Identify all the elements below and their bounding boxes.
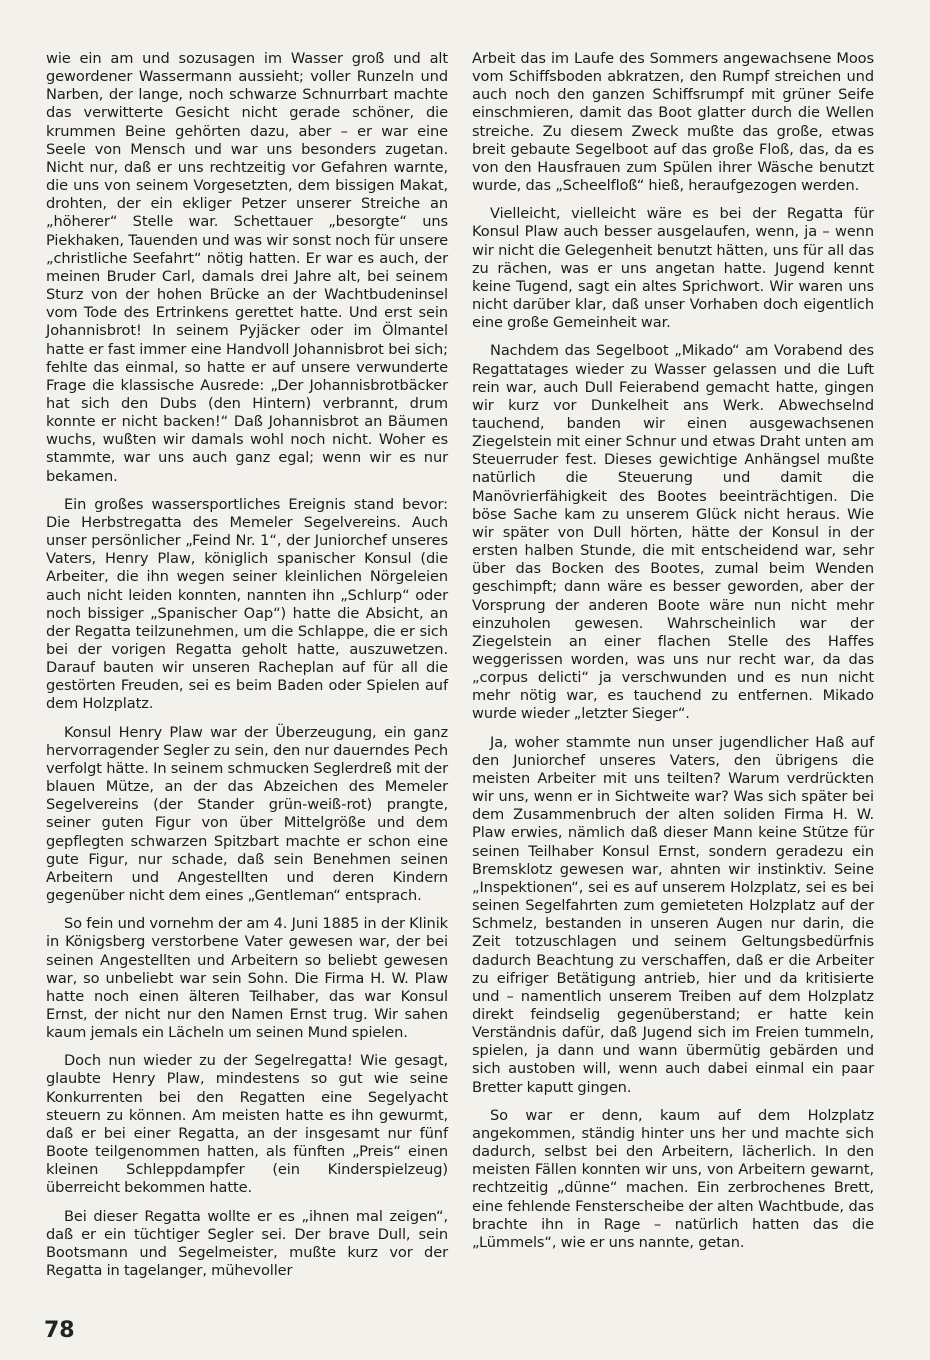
paragraph: Ja, woher stammte nun unser jugendlicher Haß auf den Juniorchef unseres Vaters, den übrigens die meisten Arbeiter mit uns teilten? Warum verdrückten wir uns, wenn er in Sichtweite war? Was sich später bei dem Zusammenbruch der alten soliden Firma H. W. Plaw erwies, nämlich daß dieser Mann keine Stütze für seinen Teilhaber Konsul Ernst, sondern geradezu ein Bremsklotz gewesen war, ahnten wir instinktiv. Seine „Inspektionen“, sei es auf unserem Holzplatz, sei es bei seinen Segelfahrten zum gemieteten Holzplatz auf der Schmelz, bestanden in unseren Augen nur darin, die Zeit totzuschlagen und seinem Geltungsbedürfnis dadurch Beachtung zu verschaffen, daß er die Arbeiter zu eifriger Betätigung antrieb, hier und da kritisierte und – namentlich unserem Treiben auf dem Holzplatz direkt feindselig gegenüberstand; er hatte kein Verständnis dafür, daß Jugend sich im Freien tummeln, spielen, ja dann und wann übermütig gebärden und sich austoben will, wenn auch dabei einmal ein paar Bretter kaputt gingen. (472, 733, 874, 1096)
paragraph: Doch nun wieder zu der Segelregatta! Wie gesagt, glaubte Henry Plaw, mindestens so gut wie seine Konkurrenten bei den Regatten eine Segelyacht steuern zu können. Am meisten hatte es ihn gewurmt, daß er bei einer Regatta, an der insgesamt nur fünf Boote teilgenommen hatten, als fünften „Preis“ einen kleinen Schleppdampfer (ein Kinderspielzeug) überreicht bekommen hatte. (46, 1052, 448, 1197)
paragraph: wie ein am und sozusagen im Wasser groß und alt gewordener Wassermann aussieht; voller Runzeln und Narben, der lange, noch schwarze Schnurrbart machte das verwitterte Gesicht nicht gerade schöner, die krummen Beine gehörten dazu, aber – er war eine Seele von Mensch und war uns besonders zugetan. Nicht nur, daß er uns rechtzeitig vor Gefahren warnte, die uns von seinem Vorgesetzten, dem bissigen Makat, drohten, der ein ekliger Petzer unserer Streiche an „höherer“ Stelle war. Schettauer „besorgte“ uns Piekhaken, Tauenden und was wir sonst noch für unsere „christliche Seefahrt“ nötig hatten. Er war es auch, der meinen Bruder Carl, damals drei Jahre alt, bei seinem Sturz von der hohen Brücke an der Wachtbudeninsel vom Tode des Ertrinkens gerettet hatte. Und erst sein Johannisbrot! In seinem Pyjäcker oder im Ölmantel hatte er fast immer eine Handvoll Johannisbrot bei sich; fehlte das einmal, so hatte er auf unsere verwunderte Frage die klassische Ausrede: „Der Johannisbrotbäcker hat sich den Dubs (den Hintern) verbrannt, drum konnte er nicht backen!“ Daß Johannisbrot an Bäumen wuchs, wußten wir damals wohl noch nicht. Woher es stammte, war uns auch ganz egal; wenn wir es nur bekamen. (46, 50, 448, 485)
paragraph: Vielleicht, vielleicht wäre es bei der Regatta für Konsul Plaw auch besser ausgelaufen, wenn, ja – wenn wir nicht die Gelegenheit benutzt hätten, uns für all das zu rächen, was er uns angetan hatte. Jugend kennt keine Tugend, sagt ein altes Sprichwort. Wir waren uns nicht darüber klar, daß unser Vorhaben doch eigentlich eine große Gemeinheit war. (472, 205, 874, 332)
paragraph: Nachdem das Segelboot „Mikado“ am Vorabend des Regattatages wieder zu Wasser gelassen und die Luft rein war, auch Dull Feierabend gemacht hatte, gingen wir kurz vor Dunkelheit ans Werk. Abwechselnd tauchend, banden wir einen ausgewachsenen Ziegelstein mit einer Schnur und etwas Draht unten am Steuerruder fest. Dieses gewichtige Anhängsel mußte natürlich die Steuerung und damit die Manövrierfähigkeit des Bootes beeinträchtigen. Die böse Sache kam zu unserem Glück nicht heraus. Wie wir später von Dull hörten, hätte der Konsul in der ersten halben Stunde, die mit entscheidend war, sehr über das Bocken des Bootes, zumal beim Wenden geschimpft; dann wäre es besser geworden, aber der Vorsprung der anderen Boote wäre nun nicht mehr einzuholen gewesen. Wahrscheinlich war der Ziegelstein an einer flachen Stelle des Haffes weggerissen worden, was uns nur recht war, da das „corpus delicti“ ja verschwunden und es nun nicht mehr nötig war, es tauchend zu entfernen. Mikado wurde wieder „letzter Sieger“. (472, 342, 874, 723)
paragraph: Arbeit das im Laufe des Sommers angewachsene Moos vom Schiffsboden abkratzen, den Rumpf streichen und auch noch den ganzen Schiffsrumpf mit grüner Seife einschmieren, damit das Boot glatter durch die Wellen streiche. Zu diesem Zweck mußte das große, etwas breit gebaute Segelboot auf das große Floß, das, da es von den Hausfrauen zum Spülen ihrer Wäsche benutzt wurde, das „Scheelfloß“ hieß, heraufgezogen werden. (472, 50, 874, 195)
page-number: 78 (44, 1318, 75, 1343)
right-text-column (472, 50, 874, 1262)
paragraph: Konsul Henry Plaw war der Überzeugung, ein ganz hervorragender Segler zu sein, den nur dauerndes Pech verfolgt hätte. In seinem schmucken Seglerdreß mit der blauen Mütze, an der das Abzeichen des Memeler Segelvereins (der Stander grün-weiß-rot) prangte, seiner guten Figur von über Mittelgröße und dem gepflegten schwarzen Spitzbart machte er schon eine gute Figur, nur schade, daß sein Benehmen seinen Arbeitern und Angestellten und deren Kindern gegenüber nicht dem eines „Gentleman“ entsprach. (46, 723, 448, 905)
paragraph: Ein großes wassersportliches Ereignis stand bevor: Die Herbstregatta des Memeler Segelvereins. Auch unser persönlicher „Feind Nr. 1“, der Juniorchef unseres Vaters, Henry Plaw, königlich spanischer Konsul (die Arbeiter, die ihn wegen seiner kleinlichen Nörgeleien auch nicht leiden konnten, nannten ihn „Schlurp“ oder noch bissiger „Spanischer Oap“) hatte die Absicht, an der Regatta teilzunehmen, um die Schlappe, die er sich bei der vorigen Regatta geholt hatte, auszuwetzen. Darauf bauten wir unseren Racheplan auf für all die gestörten Freuden, sei es beim Baden oder Spielen auf dem Holzplatz. (46, 495, 448, 713)
paragraph: So fein und vornehm der am 4. Juni 1885 in der Klinik in Königsberg verstorbene Vater gewesen war, der bei seinen Angestellten und Arbeitern so beliebt gewesen war, so unbeliebt war sein Sohn. Die Firma H. W. Plaw hatte noch einen älteren Teilhaber, das war Konsul Ernst, der nicht nur den Namen Ernst trug. Wir sahen kaum jemals ein Lächeln um seinen Mund spielen. (46, 915, 448, 1042)
paragraph: So war er denn, kaum auf dem Holzplatz angekommen, ständig hinter uns her und machte sich dadurch, selbst bei den Arbeitern, lächerlich. In den meisten Fällen konnten wir uns, von Arbeitern gewarnt, rechtzeitig „dünne“ machen. Ein zerbrochenes Brett, eine fehlende Fensterscheibe der alten Wachtbude, das brachte ihn in Rage – natürlich hatten das die „Lümmels“, wie er uns nannte, getan. (472, 1106, 874, 1251)
paragraph: Bei dieser Regatta wollte er es „ihnen mal zeigen“, daß er ein tüchtiger Segler sei. Der brave Dull, sein Bootsmann und Segelmeister, mußte kurz vor der Regatta in tagelanger, mühevoller (46, 1207, 448, 1279)
left-text-column (46, 50, 448, 1290)
